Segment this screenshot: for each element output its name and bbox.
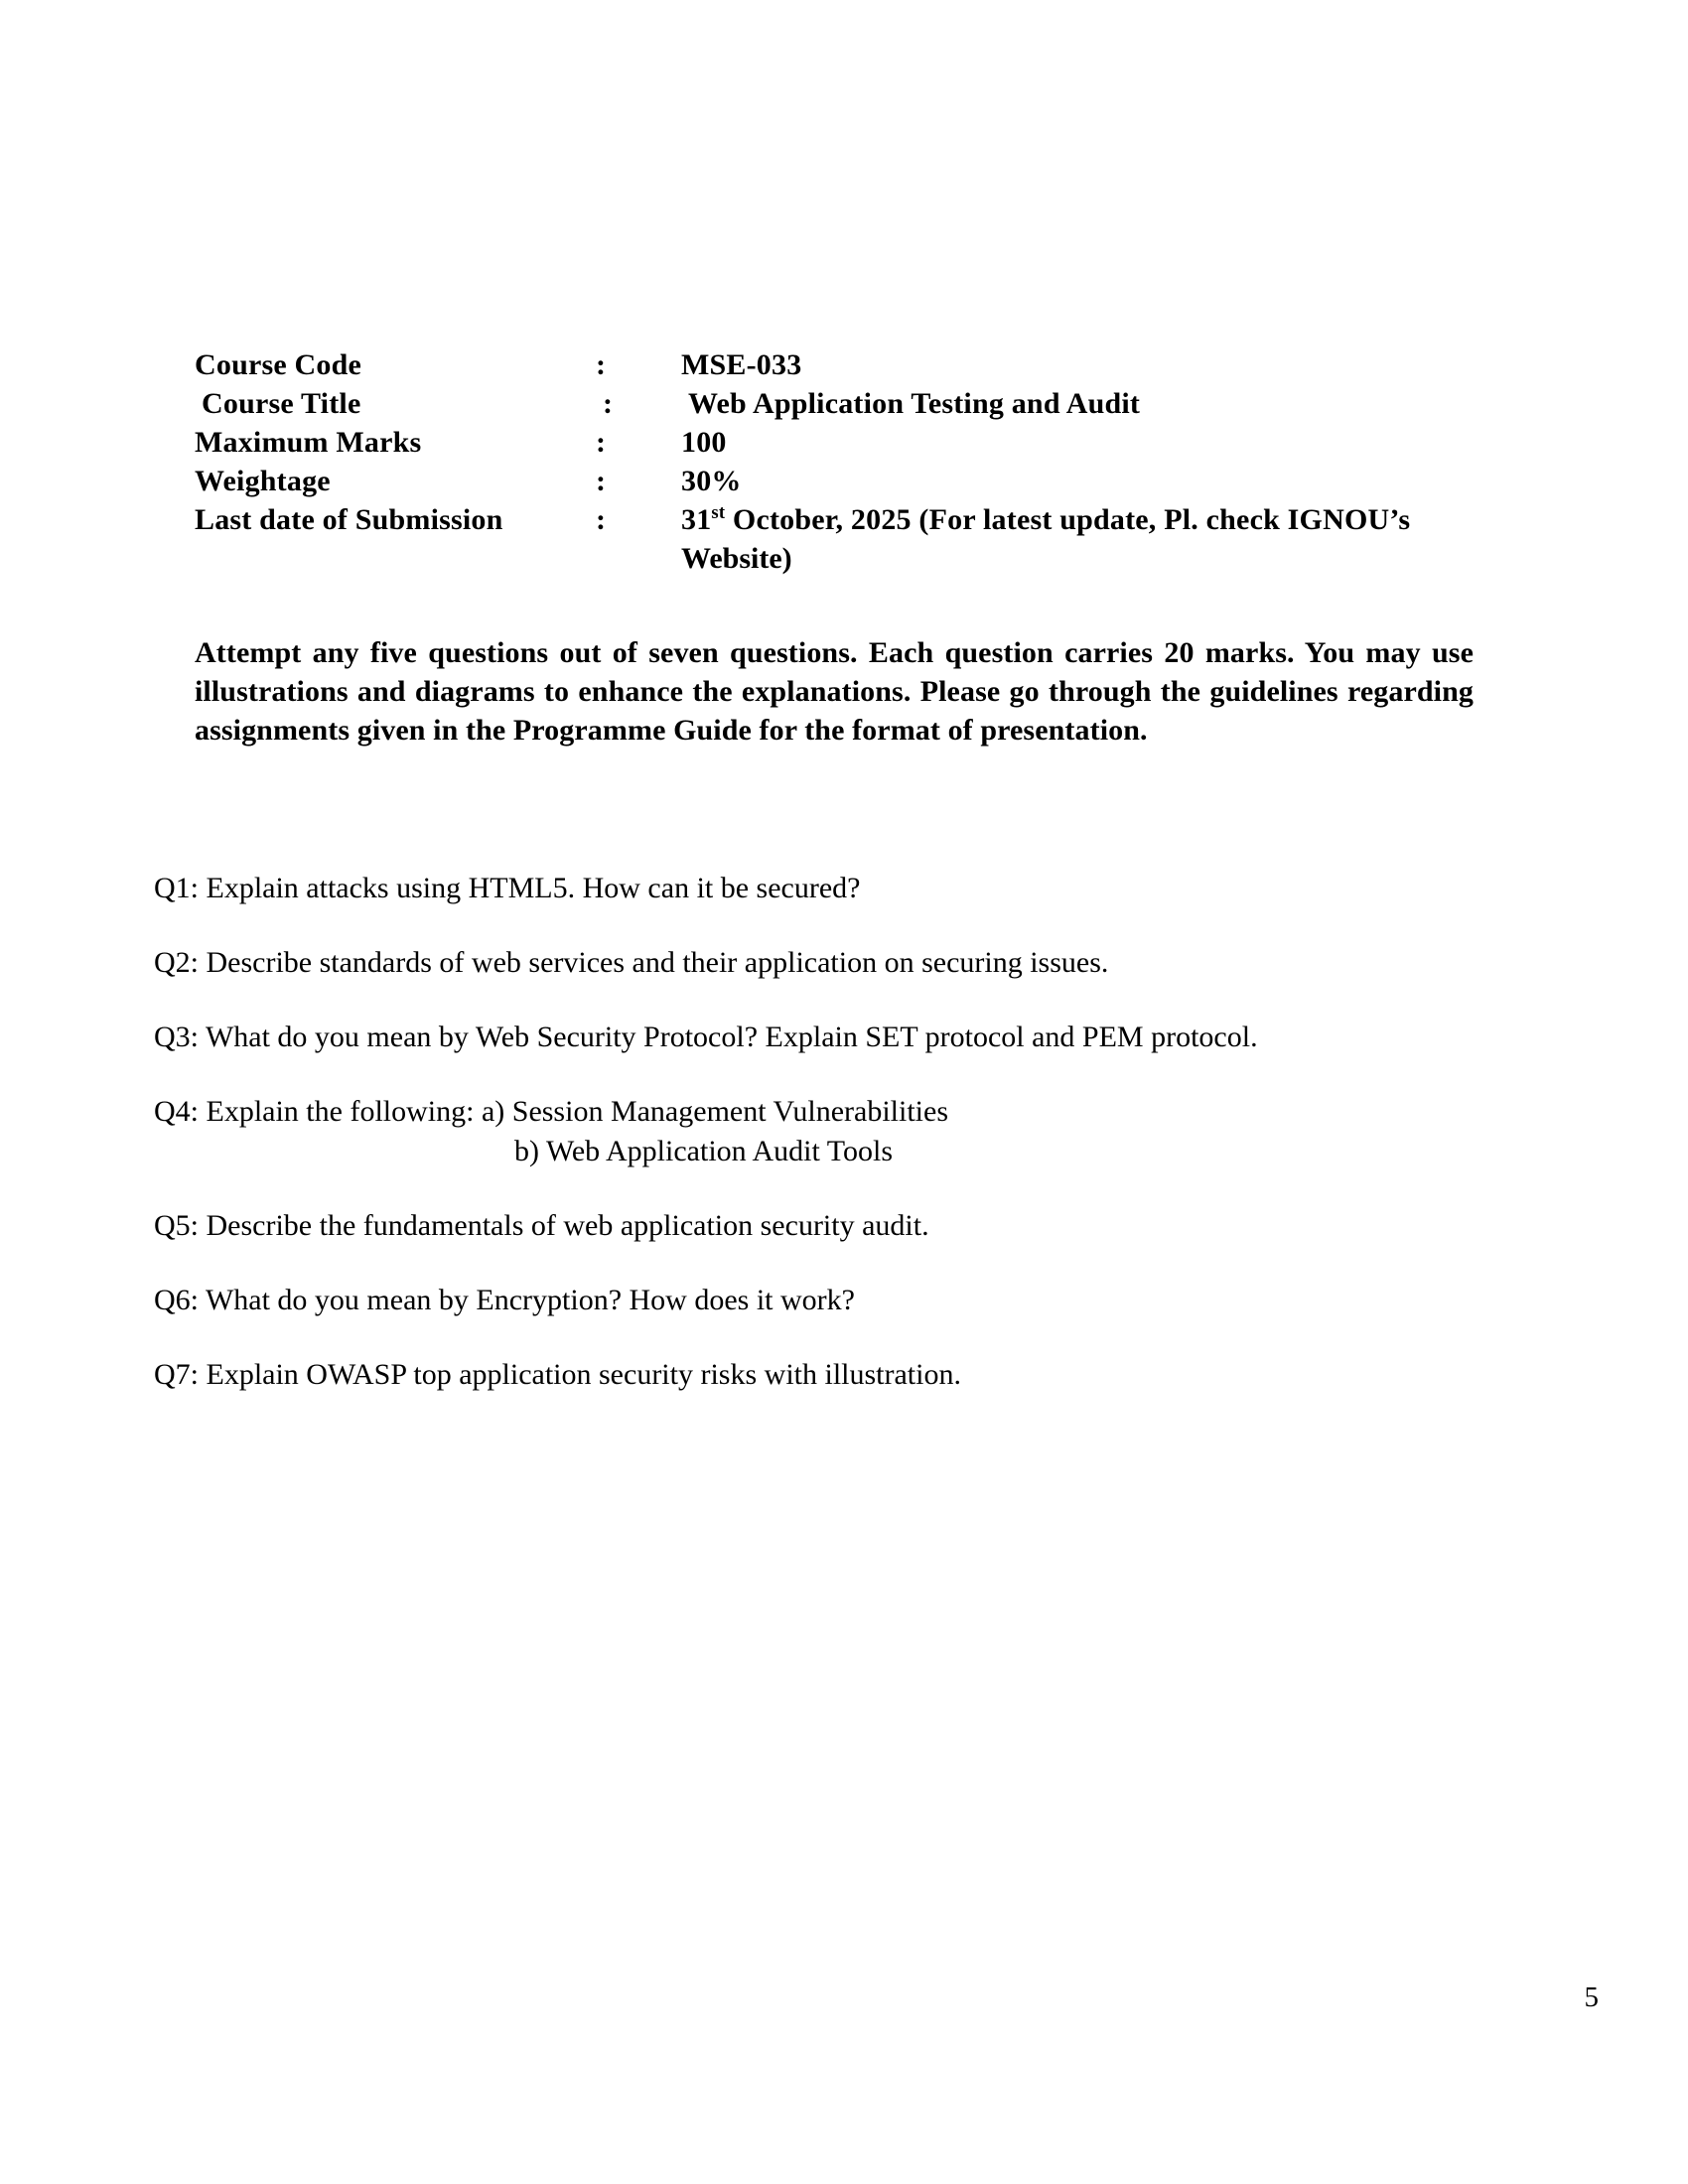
question-item-q5: Q5: Describe the fundamentals of web application security audit. — [154, 1209, 929, 1242]
metadata-value-last-date-continuation: Website) — [681, 542, 792, 575]
last-date-day: 31 — [681, 503, 712, 536]
questions-list — [154, 869, 1504, 1395]
question-item-q3: Q3: What do you mean by Web Security Protocol? Explain SET protocol and PEM protocol. — [154, 1021, 1258, 1053]
metadata-colon-last-date: : — [596, 503, 607, 536]
page-number: 5 — [1584, 1981, 1599, 2013]
course-metadata-block — [195, 345, 1505, 578]
metadata-row-maximum-marks — [195, 423, 1505, 462]
question-item-q4 — [154, 1092, 1504, 1171]
question-q4-main: Q4: Explain the following: a) Session Management Vulnerabilities — [154, 1095, 948, 1128]
last-date-ordinal-suffix: st — [711, 502, 726, 523]
metadata-colon-maximum-marks: : — [596, 426, 607, 459]
metadata-colon-course-code: : — [596, 348, 607, 381]
metadata-row-last-date — [195, 500, 1505, 539]
question-item-q6: Q6: What do you mean by Encryption? How does it work? — [154, 1284, 855, 1316]
metadata-row-course-title — [195, 384, 1505, 423]
metadata-label-weightage: Weightage — [195, 465, 331, 497]
metadata-label-maximum-marks: Maximum Marks — [195, 426, 422, 459]
question-item-q2: Q2: Describe standards of web services and their application on securing issues. — [154, 946, 1109, 979]
metadata-value-weightage: 30% — [681, 465, 742, 497]
metadata-value-course-code: MSE-033 — [681, 348, 802, 381]
last-date-rest: October, 2025 (For latest update, Pl. check IGNOU’s — [725, 503, 1411, 536]
metadata-row-course-code — [195, 345, 1505, 384]
metadata-value-maximum-marks: 100 — [681, 426, 727, 459]
metadata-colon-weightage: : — [596, 465, 607, 497]
metadata-label-course-code: Course Code — [195, 348, 362, 381]
metadata-colon-course-title: : — [603, 387, 614, 420]
metadata-value-course-title: Web Application Testing and Audit — [688, 387, 1141, 420]
metadata-row-weightage — [195, 462, 1505, 500]
question-item-q7: Q7: Explain OWASP top application security risks with illustration. — [154, 1358, 961, 1391]
metadata-value-last-date — [681, 500, 1505, 539]
question-item-q1: Q1: Explain attacks using HTML5. How can it be secured? — [154, 872, 861, 904]
question-q4-sub-b: b) Web Application Audit Tools — [514, 1135, 894, 1167]
metadata-label-course-title: Course Title — [202, 387, 361, 420]
instructions-paragraph: Attempt any five questions out of seven questions. Each question carries 20 marks. You may use illustrations and diagrams to enhance the explanations. Please go through the guidelines regarding assignments given in the Programme Guide for the format of presentation. — [195, 636, 1474, 747]
metadata-label-last-date: Last date of Submission — [195, 503, 503, 536]
